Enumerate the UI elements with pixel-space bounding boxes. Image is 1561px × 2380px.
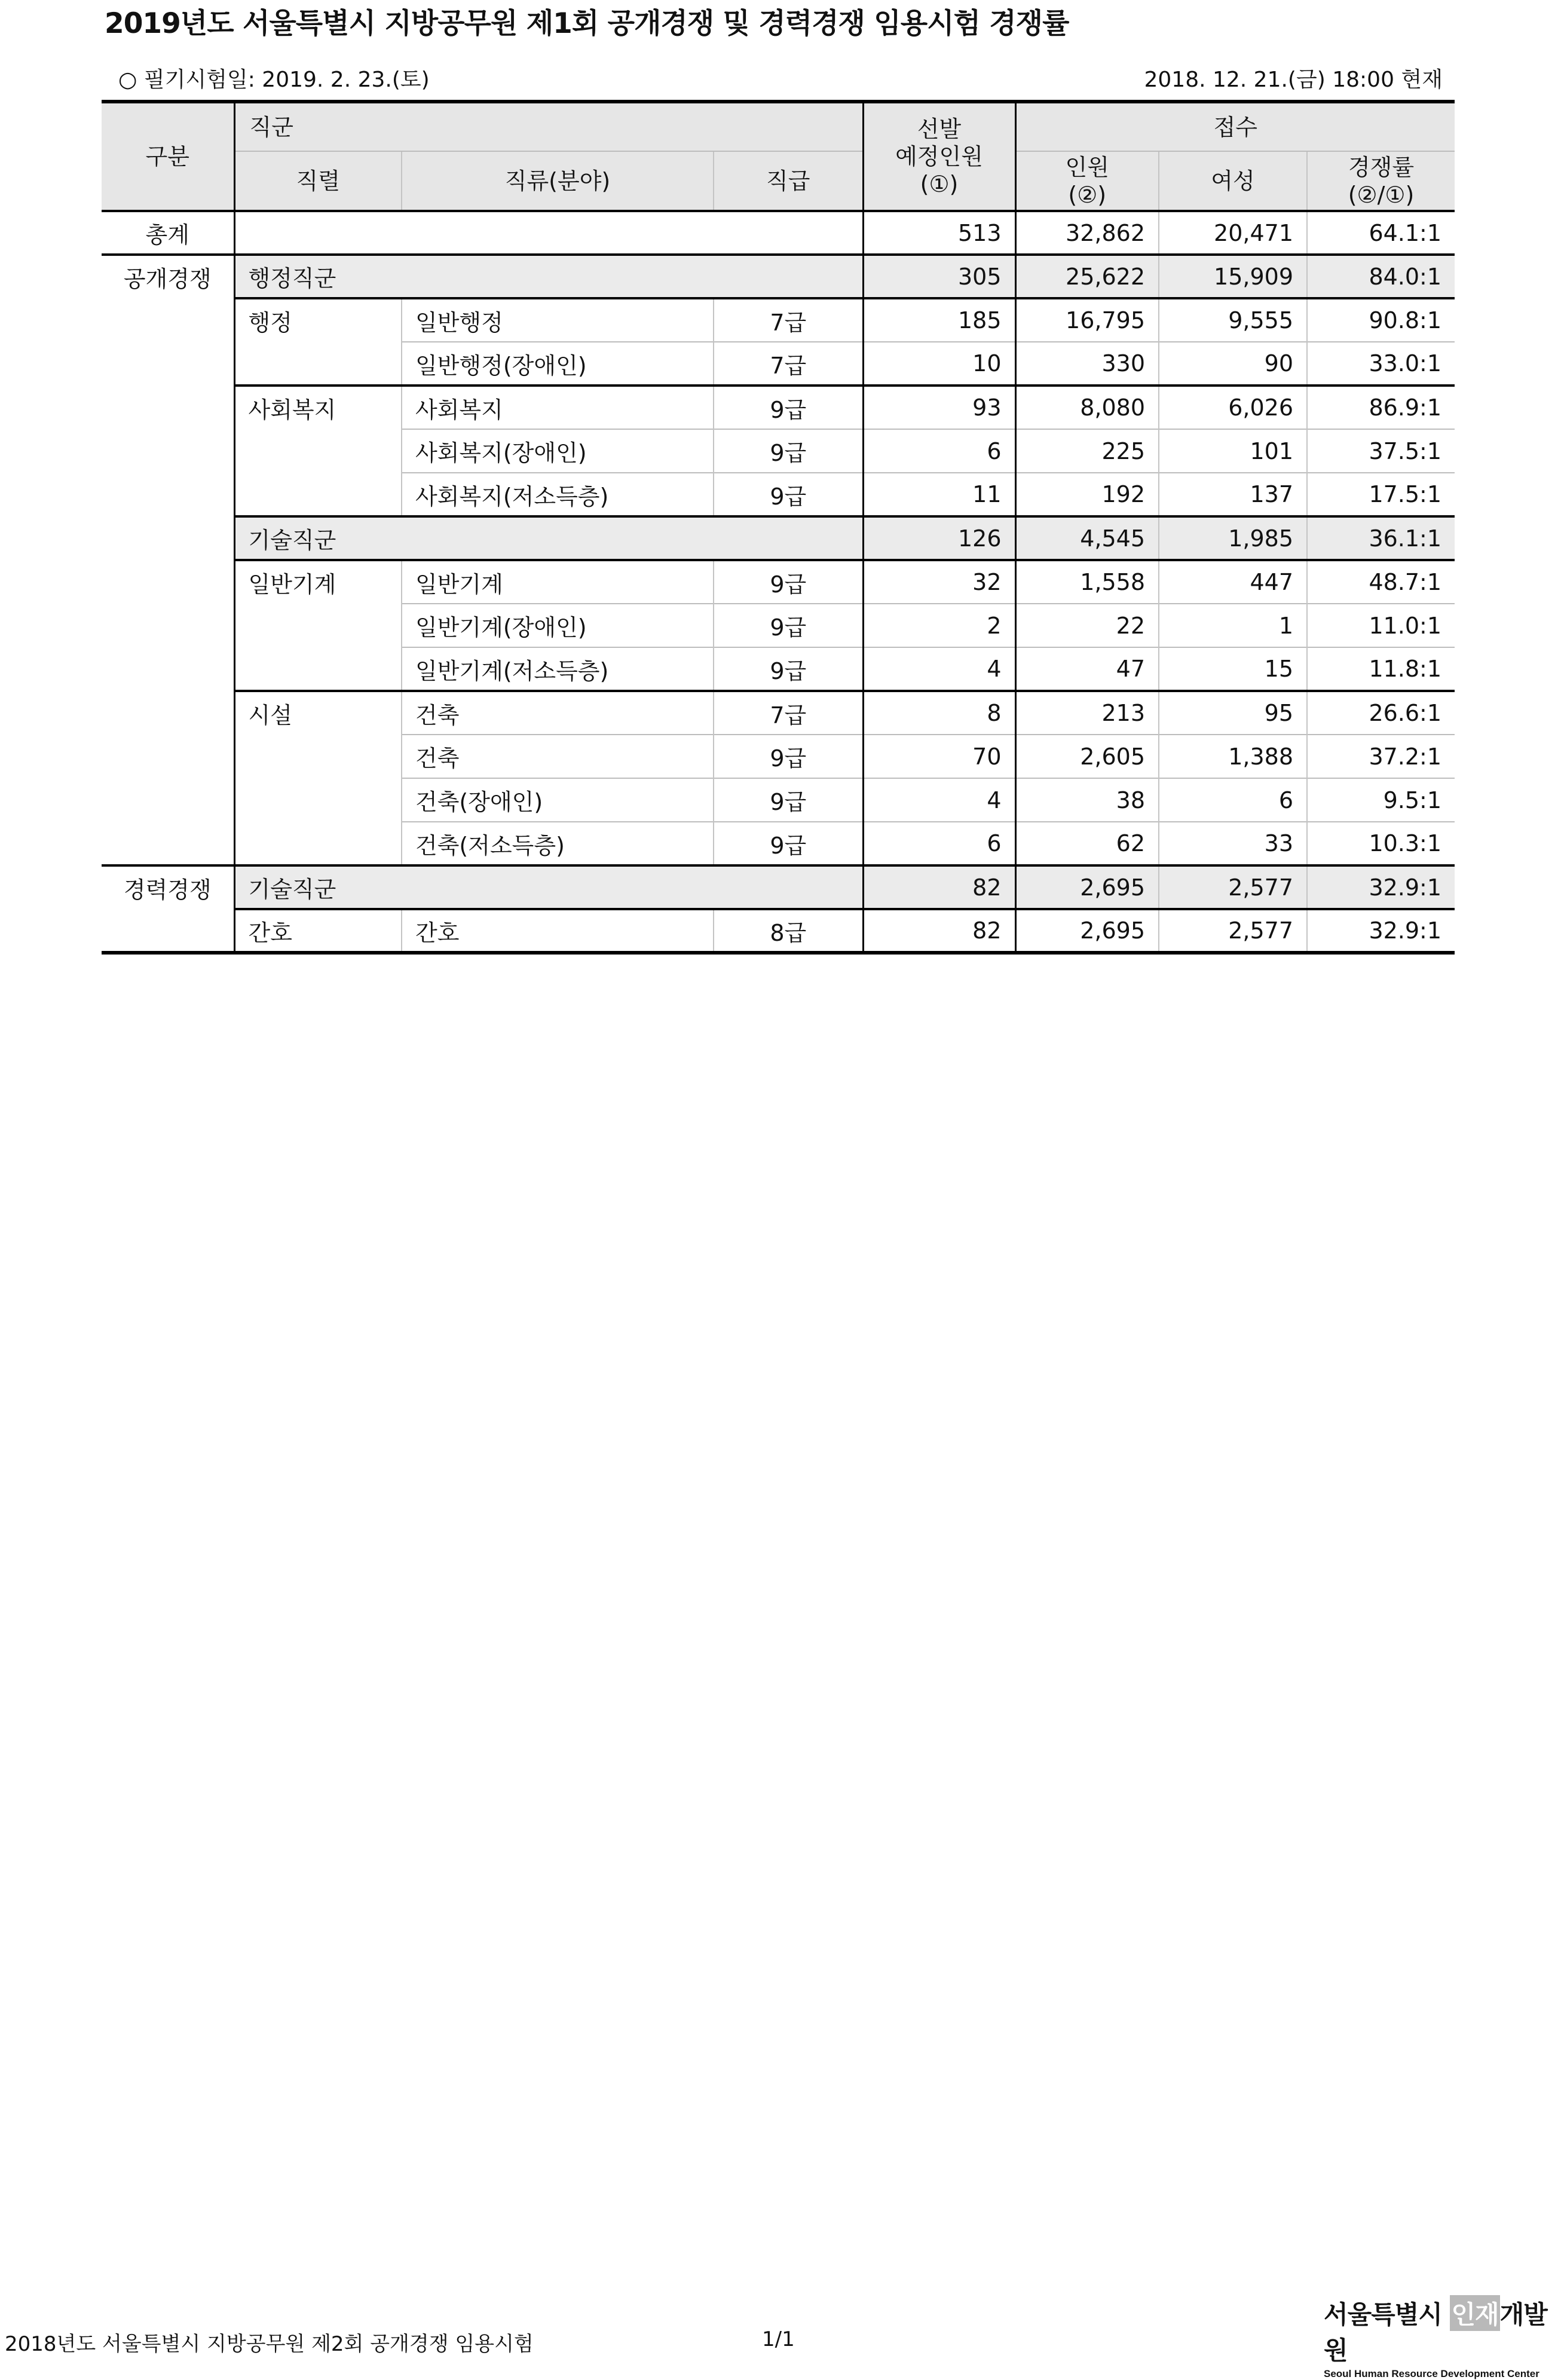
subtotal-label: 기술직군 [234, 865, 863, 909]
applicants-cell: 4,545 [1015, 516, 1159, 560]
applicants-cell: 38 [1015, 778, 1159, 822]
gubun-cell-empty [102, 647, 234, 691]
grade-cell: 9급 [714, 647, 863, 691]
quota-cell: 185 [863, 298, 1015, 342]
jikryu-cell: 사회복지(저소득층) [402, 473, 714, 516]
jikryeol-cell [234, 342, 402, 386]
gubun-cell: 경력경쟁 [102, 865, 234, 909]
header-ratio [1307, 151, 1455, 211]
jikryu-cell: 일반기계(저소득층) [402, 647, 714, 691]
logo-text-after: 개발원 [1324, 2300, 1547, 2365]
jikryeol-cell: 일반기계 [234, 560, 402, 604]
header-jikgun: 직군 [234, 102, 863, 151]
jikryeol-cell [234, 778, 402, 822]
grade-cell: 9급 [714, 735, 863, 778]
jikryu-cell: 일반행정 [402, 298, 714, 342]
quota-cell: 4 [863, 778, 1015, 822]
female-cell: 1 [1159, 604, 1307, 647]
jikryeol-cell [234, 647, 402, 691]
total-label: 총계 [102, 211, 234, 255]
female-cell: 6 [1159, 778, 1307, 822]
total-blank [234, 211, 863, 255]
header-quota-line2: 예정인원 [895, 143, 983, 170]
applicants-cell: 192 [1015, 473, 1159, 516]
total-ratio: 64.1:1 [1307, 211, 1455, 255]
applicants-cell: 1,558 [1015, 560, 1159, 604]
seoul-hrd-logo [1324, 2295, 1557, 2379]
quota-cell: 11 [863, 473, 1015, 516]
as-of-timestamp: 2018. 12. 21.(금) 18:00 현재 [1144, 68, 1443, 92]
table-row [102, 909, 1455, 953]
table-row [102, 473, 1455, 516]
subtotal-label: 기술직군 [234, 516, 863, 560]
table-body [102, 211, 1455, 953]
applicants-cell: 225 [1015, 429, 1159, 473]
header-persons [1015, 151, 1159, 211]
female-cell: 6,026 [1159, 386, 1307, 429]
subtotal-row [102, 516, 1455, 560]
applicants-cell: 2,695 [1015, 909, 1159, 953]
jikryu-cell: 일반행정(장애인) [402, 342, 714, 386]
ratio-cell: 86.9:1 [1307, 386, 1455, 429]
ratio-cell: 9.5:1 [1307, 778, 1455, 822]
jikryu-cell: 사회복지(장애인) [402, 429, 714, 473]
quota-cell: 82 [863, 909, 1015, 953]
female-cell: 90 [1159, 342, 1307, 386]
applicants-cell: 25,622 [1015, 255, 1159, 298]
quota-cell: 305 [863, 255, 1015, 298]
competition-rate-table [102, 100, 1455, 955]
gubun-cell-empty [102, 735, 234, 778]
ratio-cell: 26.6:1 [1307, 691, 1455, 735]
ratio-cell: 11.0:1 [1307, 604, 1455, 647]
grade-cell: 7급 [714, 342, 863, 386]
gubun-cell-empty [102, 822, 234, 865]
logo-text [1324, 2295, 1557, 2367]
female-cell: 9,555 [1159, 298, 1307, 342]
ratio-cell: 48.7:1 [1307, 560, 1455, 604]
table-row [102, 604, 1455, 647]
jikryu-cell: 일반기계 [402, 560, 714, 604]
header-jikgeup: 직급 [714, 151, 863, 211]
jikryu-cell: 사회복지 [402, 386, 714, 429]
ratio-cell: 90.8:1 [1307, 298, 1455, 342]
footer-page-number: 1/1 [762, 2327, 795, 2351]
exam-date: ○ 필기시험일: 2019. 2. 23.(토) [118, 68, 430, 92]
logo-subtitle: Seoul Human Resource Development Center [1324, 2368, 1539, 2379]
logo-text-before: 서울특별시 [1324, 2300, 1450, 2329]
female-cell: 447 [1159, 560, 1307, 604]
gubun-cell-empty [102, 516, 234, 560]
quota-cell: 70 [863, 735, 1015, 778]
female-cell: 15,909 [1159, 255, 1307, 298]
grade-cell: 7급 [714, 691, 863, 735]
jikryeol-cell [234, 822, 402, 865]
grade-cell: 9급 [714, 386, 863, 429]
header-female: 여성 [1159, 151, 1307, 211]
female-cell: 95 [1159, 691, 1307, 735]
header-applied: 접수 [1015, 102, 1455, 151]
applicants-cell: 16,795 [1015, 298, 1159, 342]
table-row [102, 735, 1455, 778]
gubun-cell: 공개경쟁 [102, 255, 234, 298]
jikryu-cell: 건축(저소득층) [402, 822, 714, 865]
ratio-cell: 37.2:1 [1307, 735, 1455, 778]
quota-cell: 82 [863, 865, 1015, 909]
ratio-cell: 11.8:1 [1307, 647, 1455, 691]
subtotal-row [102, 255, 1455, 298]
total-quota: 513 [863, 211, 1015, 255]
header-ratio-line1: 경쟁률 [1348, 154, 1415, 181]
header-ratio-line2: (②/①) [1348, 181, 1415, 208]
quota-cell: 32 [863, 560, 1015, 604]
ratio-cell: 33.0:1 [1307, 342, 1455, 386]
female-cell: 1,985 [1159, 516, 1307, 560]
table-header [102, 102, 1455, 211]
applicants-cell: 8,080 [1015, 386, 1159, 429]
applicants-cell: 2,695 [1015, 865, 1159, 909]
grade-cell: 9급 [714, 560, 863, 604]
jikryu-cell: 건축(장애인) [402, 778, 714, 822]
applicants-cell: 47 [1015, 647, 1159, 691]
applicants-cell: 2,605 [1015, 735, 1159, 778]
jikryu-cell: 건축 [402, 735, 714, 778]
grade-cell: 9급 [714, 822, 863, 865]
table-row [102, 691, 1455, 735]
header-quota-line1: 선발 [917, 116, 962, 142]
jikryu-cell: 건축 [402, 691, 714, 735]
subtotal-row [102, 865, 1455, 909]
quota-cell: 10 [863, 342, 1015, 386]
gubun-cell-empty [102, 473, 234, 516]
gubun-cell-empty [102, 342, 234, 386]
total-row [102, 211, 1455, 255]
header-quota [863, 102, 1015, 211]
gubun-cell-empty [102, 909, 234, 953]
footer-doc-title: 2018년도 서울특별시 지방공무원 제2회 공개경쟁 임용시험 [5, 2332, 534, 2356]
quota-cell: 126 [863, 516, 1015, 560]
female-cell: 15 [1159, 647, 1307, 691]
gubun-cell-empty [102, 298, 234, 342]
logo-text-boxed: 인재 [1450, 2295, 1499, 2331]
jikryeol-cell: 사회복지 [234, 386, 402, 429]
header-jikryu: 직류(분야) [402, 151, 714, 211]
jikryeol-cell [234, 473, 402, 516]
ratio-cell: 32.9:1 [1307, 909, 1455, 953]
ratio-cell: 10.3:1 [1307, 822, 1455, 865]
gubun-cell-empty [102, 429, 234, 473]
female-cell: 33 [1159, 822, 1307, 865]
jikryeol-cell [234, 429, 402, 473]
female-cell: 2,577 [1159, 909, 1307, 953]
grade-cell: 9급 [714, 473, 863, 516]
ratio-cell: 37.5:1 [1307, 429, 1455, 473]
subtotal-label: 행정직군 [234, 255, 863, 298]
gubun-cell-empty [102, 604, 234, 647]
table-row [102, 822, 1455, 865]
total-female: 20,471 [1159, 211, 1307, 255]
applicants-cell: 62 [1015, 822, 1159, 865]
table-row [102, 560, 1455, 604]
jikryu-cell: 간호 [402, 909, 714, 953]
header-persons-line2: (②) [1068, 181, 1107, 208]
gubun-cell-empty [102, 386, 234, 429]
gubun-cell-empty [102, 560, 234, 604]
ratio-cell: 32.9:1 [1307, 865, 1455, 909]
jikryeol-cell: 간호 [234, 909, 402, 953]
applicants-cell: 213 [1015, 691, 1159, 735]
female-cell: 137 [1159, 473, 1307, 516]
grade-cell: 9급 [714, 778, 863, 822]
total-applicants: 32,862 [1015, 211, 1159, 255]
table-row [102, 342, 1455, 386]
header-jikryeol: 직렬 [234, 151, 402, 211]
jikryeol-cell [234, 604, 402, 647]
applicants-cell: 330 [1015, 342, 1159, 386]
quota-cell: 8 [863, 691, 1015, 735]
table-row [102, 386, 1455, 429]
jikryu-cell: 일반기계(장애인) [402, 604, 714, 647]
jikryeol-cell: 행정 [234, 298, 402, 342]
jikryeol-cell: 시설 [234, 691, 402, 735]
quota-cell: 2 [863, 604, 1015, 647]
table-row [102, 429, 1455, 473]
applicants-cell: 22 [1015, 604, 1159, 647]
female-cell: 1,388 [1159, 735, 1307, 778]
grade-cell: 9급 [714, 429, 863, 473]
gubun-cell-empty [102, 778, 234, 822]
quota-cell: 6 [863, 822, 1015, 865]
quota-cell: 6 [863, 429, 1015, 473]
quota-cell: 93 [863, 386, 1015, 429]
grade-cell: 8급 [714, 909, 863, 953]
table-row [102, 298, 1455, 342]
header-persons-line1: 인원 [1065, 154, 1109, 181]
header-quota-line3: (①) [920, 171, 959, 197]
quota-cell: 4 [863, 647, 1015, 691]
table-row [102, 647, 1455, 691]
ratio-cell: 36.1:1 [1307, 516, 1455, 560]
grade-cell: 9급 [714, 604, 863, 647]
female-cell: 101 [1159, 429, 1307, 473]
ratio-cell: 84.0:1 [1307, 255, 1455, 298]
table-row [102, 778, 1455, 822]
gubun-cell-empty [102, 691, 234, 735]
jikryeol-cell [234, 735, 402, 778]
header-gubun: 구분 [102, 102, 234, 211]
grade-cell: 7급 [714, 298, 863, 342]
ratio-cell: 17.5:1 [1307, 473, 1455, 516]
female-cell: 2,577 [1159, 865, 1307, 909]
page-title: 2019년도 서울특별시 지방공무원 제1회 공개경쟁 및 경력경쟁 임용시험 경쟁률 [105, 7, 1069, 40]
